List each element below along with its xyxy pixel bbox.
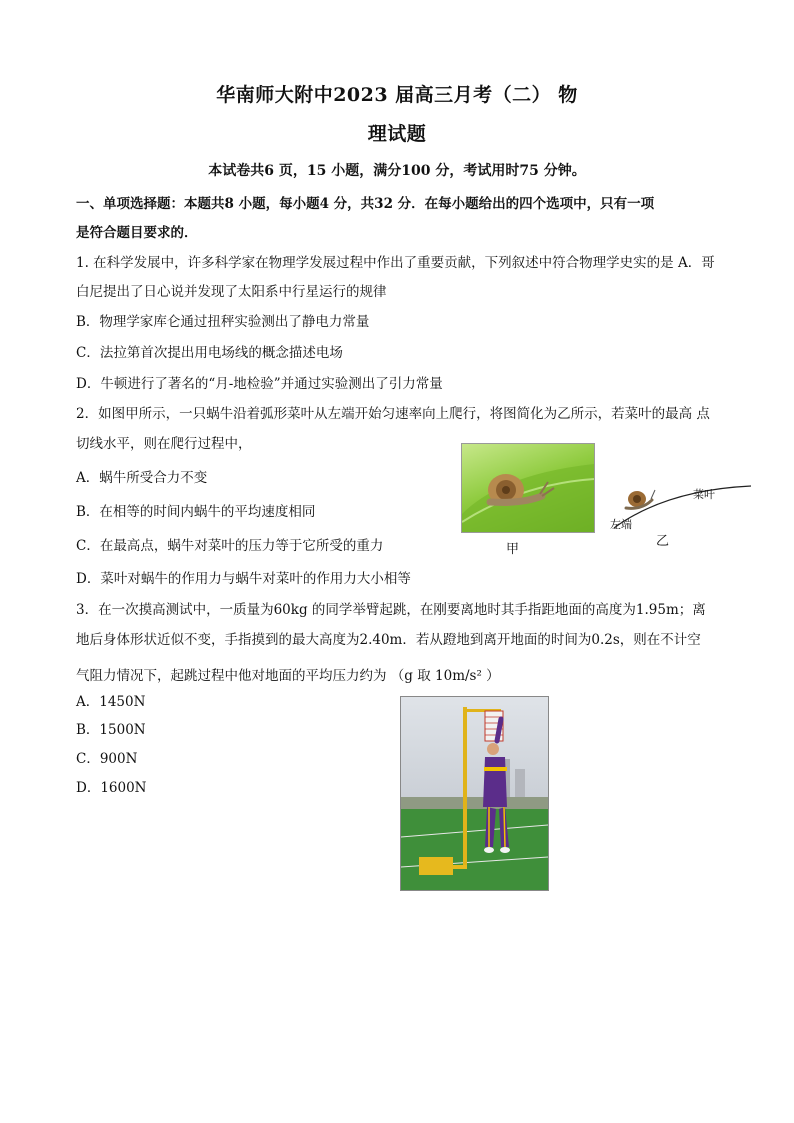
q2-option-b: B．在相等的时间内蜗牛的平均速度相同 [76, 504, 316, 520]
q3-stem-line2: 地后身体形状近似不变，手指摸到的最大高度为2.40m．若从蹬地到离开地面的时间为0.2s，则在不计空 [76, 632, 701, 648]
exam-intro: 本试卷共6 页，15 小题，满分100 分，考试用时75 分钟。 [208, 163, 586, 179]
snail-schematic-diagram [606, 478, 756, 548]
leaf-label: 菜叶 [693, 488, 715, 501]
q2-stem-line2: 切线水平，则在爬行过程中， [76, 436, 252, 452]
q1-option-c: C．法拉第首次提出用电场线的概念描述电场 [76, 345, 343, 361]
section1-heading-line1: 一、单项选择题：本题共8 小题，每小题4 分，共32 分．在每小题给出的四个选项中，只有一项 [76, 196, 655, 212]
q2-option-a: A．蜗牛所受合力不变 [76, 470, 208, 486]
q2-option-d: D．菜叶对蜗牛的作用力与蜗牛对菜叶的作用力大小相等 [76, 571, 411, 587]
jump-test-photo [400, 696, 549, 891]
q2-stem-line1: 2．如图甲所示，一只蜗牛沿着弧形菜叶从左端开始匀速率向上爬行，将图简化为乙所示，若菜叶的最高 点 [76, 406, 710, 422]
exam-title-line1: 华南师大附中2023 届高三月考（二） 物 [216, 84, 578, 106]
q1-stem-line1: 1. 在科学发展中，许多科学家在物理学发展过程中作出了重要贡献，下列叙述中符合物理学史实的是 A．哥 [76, 255, 715, 271]
q3-option-a: A．1450N [76, 694, 146, 710]
q1-stem-line2: 白尼提出了日心说并发现了太阳系中行星运行的规律 [76, 284, 387, 300]
q1-option-b: B．物理学家库仑通过扭秤实验测出了静电力常量 [76, 314, 370, 330]
q2-option-c: C．在最高点，蜗牛对菜叶的压力等于它所受的重力 [76, 538, 384, 554]
figure-jia-caption: 甲 [506, 542, 520, 557]
section1-heading-line2: 是符合题目要求的． [76, 225, 198, 241]
q3-option-d: D．1600N [76, 780, 147, 796]
exam-title-line2: 理试题 [367, 123, 427, 145]
snail-on-leaf-photo [461, 443, 595, 533]
q1-option-d: D．牛顿进行了著名的“月-地检验”并通过实验测出了引力常量 [76, 376, 443, 392]
q3-option-b: B．1500N [76, 722, 146, 738]
q3-option-c: C．900N [76, 751, 138, 767]
figure-yi-caption: 乙 [656, 534, 670, 549]
q3-stem-line3: 气阻力情况下，起跳过程中他对地面的平均压力约为 （g 取 10m/s² ） [76, 668, 500, 684]
left-end-label: 左端 [610, 518, 632, 531]
q3-stem-line1: 3．在一次摸高测试中，一质量为60kg 的同学举臂起跳，在刚要离地时其手指距地面的高度为1.95m；离 [76, 602, 706, 618]
